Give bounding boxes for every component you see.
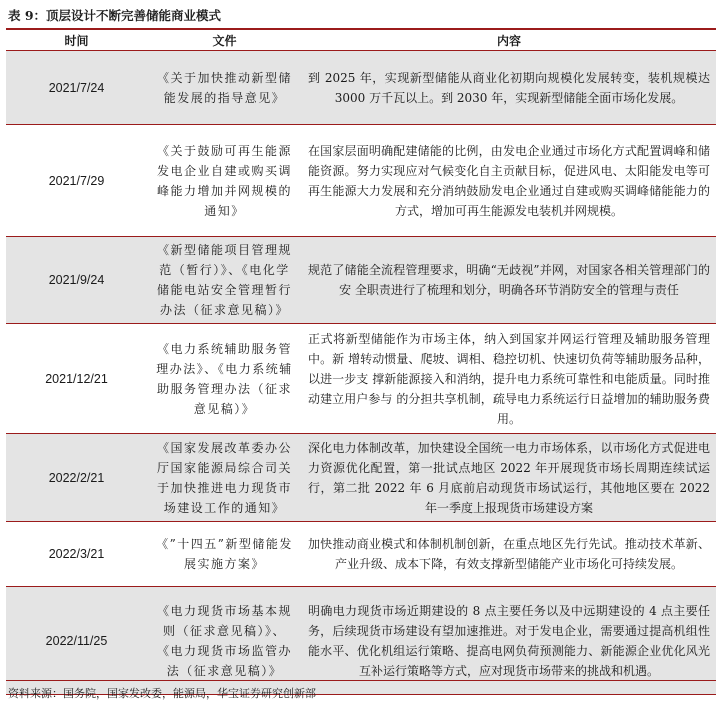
table-header-row <box>6 30 716 51</box>
table-row <box>6 324 716 434</box>
row-file: 《电力现货市场基本规则（征求意见稿）》、《电力现货市场监管办法（征求意见稿）》 <box>147 587 302 695</box>
policy-table <box>6 30 716 695</box>
table-row <box>6 237 716 324</box>
table-row <box>6 587 716 695</box>
table-row <box>6 434 716 522</box>
row-content: 规范了储能全流程管理要求，明确“无歧视”并网，对国家各相关管理部门的安 全职责进行了梳理和划分，明确各环节消防安全的管理与责任 <box>302 237 716 324</box>
row-file: 《关于鼓励可再生能源发电企业自建或购买调峰能力增加并网规模的通知》 <box>147 125 302 237</box>
row-file: 《关于加快推动新型储能发展的指导意见》 <box>147 51 302 125</box>
row-time: 2021/7/29 <box>6 125 147 237</box>
bottom-rule <box>6 680 716 681</box>
row-time: 2022/3/21 <box>6 522 147 587</box>
row-file: 《电力系统辅助服务管理办法》、《电力系统辅助服务管理办法（征求意见稿）》 <box>147 324 302 434</box>
row-time: 2022/11/25 <box>6 587 147 695</box>
row-content: 明确电力现货市场近期建设的 8 点主要任务以及中远期建设的 4 点主要任务，后续现货市场建设有望加速推进。对于发电企业，需要通过提高机组性能水平、优化机组运行策略、提高电网负荷预测能力、新能源企业优化风光互补运行策略等方式，应对现货市场带来的挑战和机遇。 <box>302 587 716 695</box>
table-caption: 表 9：顶层设计不断完善储能商业模式 <box>8 8 222 23</box>
row-file: 《”十四五”新型储能发展实施方案》 <box>147 522 302 587</box>
table-row <box>6 522 716 587</box>
table-row <box>6 125 716 237</box>
row-file: 《新型储能项目管理规范（暂行）》、《电化学储能电站安全管理暂行办法（征求意见稿）》 <box>147 237 302 324</box>
header-time: 时间 <box>6 30 147 51</box>
row-content: 到 2025 年，实现新型储能从商业化初期向规模化发展转变，装机规模达 3000 万千瓦以上。到 2030 年，实现新型储能全面市场化发展。 <box>302 51 716 125</box>
row-time: 2021/12/21 <box>6 324 147 434</box>
table-row <box>6 51 716 125</box>
source-note: 资料来源：国务院，国家发改委，能源局，华宝证券研究创新部 <box>8 687 316 700</box>
row-content: 在国家层面明确配建储能的比例，由发电企业通过市场化方式配置调峰和储能资源。努力实现应对气候变化自主贡献目标，促进风电、太阳能发电等可再生能源大力发展和充分消纳鼓励发电企业通过自建或购买调峰储能能力的方式，增加可再生能源发电装机并网规模。 <box>302 125 716 237</box>
row-time: 2022/2/21 <box>6 434 147 522</box>
header-file: 文件 <box>147 30 302 51</box>
row-time: 2021/7/24 <box>6 51 147 125</box>
row-content: 正式将新型储能作为市场主体，纳入到国家并网运行管理及辅助服务管理中。新 增转动惯量、爬坡、调相、稳控切机、快速切负荷等辅助服务品种，以进一步支 撑新能源接入和消纳，提升电力系统可靠性和电能质量。同时推动建立用户参与 的分担共享机制，疏导电力系统运行日益增加的辅助服务费用。 <box>302 324 716 434</box>
row-file: 《国家发展改革委办公厅国家能源局综合司关于加快推进电力现货市场建设工作的通知》 <box>147 434 302 522</box>
row-content: 加快推动商业模式和体制机制创新，在重点地区先行先试。推动技术革新、产业升级、成本下降，有效支撑新型储能产业市场化可持续发展。 <box>302 522 716 587</box>
row-time: 2021/9/24 <box>6 237 147 324</box>
row-content: 深化电力体制改革，加快建设全国统一电力市场体系，以市场化方式促进电力资源优化配置，第一批试点地区 2022 年开展现货市场长周期连续试运行，第二批 2022 年 6 月底前启动现货市场试运行，其他地区要在 2022 年一季度上报现货市场建设方案 <box>302 434 716 522</box>
header-content: 内容 <box>302 30 716 51</box>
